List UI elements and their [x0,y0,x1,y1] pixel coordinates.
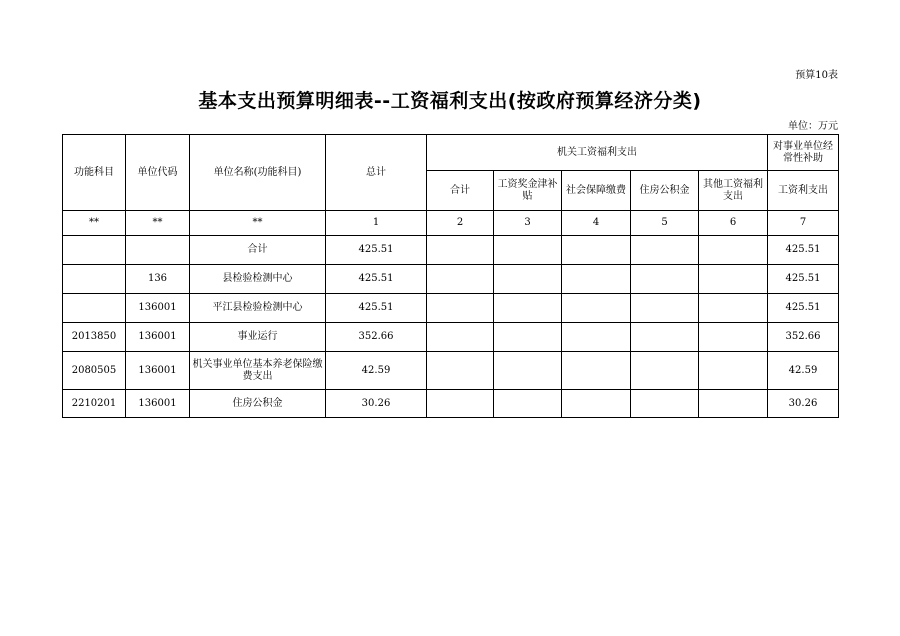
cell-wage-exp: 425.51 [768,265,839,294]
header-func-code: 功能科目 [63,135,126,211]
cell-heji [427,390,494,418]
cell-social [562,323,631,352]
cell-social [562,236,631,265]
cell-unit-name: 事业运行 [190,323,326,352]
cell-func-code: 2210201 [63,390,126,418]
cell-other [699,294,768,323]
table-row [63,265,839,294]
cell-wage-exp: 42.59 [768,352,839,390]
cell-housing [631,265,699,294]
cell-unit-name: 住房公积金 [190,390,326,418]
cell-other [699,390,768,418]
cell-social [562,265,631,294]
cell-other [699,352,768,390]
cell-total: 42.59 [326,352,427,390]
cell-housing [631,294,699,323]
cell-func-code: 2080505 [63,352,126,390]
header-heji: 合计 [427,171,494,211]
cell-heji [427,352,494,390]
index-cell: 3 [494,211,562,236]
header-group-jiguan: 机关工资福利支出 [427,135,768,171]
index-cell: 6 [699,211,768,236]
cell-housing [631,323,699,352]
cell-total: 425.51 [326,265,427,294]
table-number: 预算10表 [795,70,838,81]
cell-unit-name: 县检验检测中心 [190,265,326,294]
cell-other [699,323,768,352]
index-row [63,211,839,236]
header-social: 社会保障缴费 [562,171,631,211]
cell-heji [427,294,494,323]
cell-wage [494,294,562,323]
cell-social [562,390,631,418]
cell-wage [494,236,562,265]
table-row [63,323,839,352]
cell-housing [631,390,699,418]
index-cell: 4 [562,211,631,236]
cell-heji [427,236,494,265]
cell-unit-code: 136001 [126,323,190,352]
cell-wage-exp: 425.51 [768,236,839,265]
header-total: 总计 [326,135,427,211]
cell-wage [494,323,562,352]
cell-unit-name: 合计 [190,236,326,265]
cell-wage-exp: 425.51 [768,294,839,323]
table-row [63,236,839,265]
cell-housing [631,236,699,265]
cell-wage [494,390,562,418]
cell-housing [631,352,699,390]
index-cell: 7 [768,211,839,236]
header-housing: 住房公积金 [631,171,699,211]
index-cell: 5 [631,211,699,236]
cell-func-code [63,294,126,323]
header-group-shiye: 对事业单位经常性补助 [768,135,839,171]
index-cell: 2 [427,211,494,236]
index-cell: ** [190,211,326,236]
cell-heji [427,265,494,294]
cell-func-code [63,265,126,294]
header-wage-exp: 工资利支出 [768,171,839,211]
cell-wage [494,352,562,390]
header-other: 其他工资福利支出 [699,171,768,211]
header-unit-name: 单位名称(功能科目) [190,135,326,211]
header-unit-code: 单位代码 [126,135,190,211]
cell-social [562,294,631,323]
cell-other [699,265,768,294]
header-wage: 工资奖金津补贴 [494,171,562,211]
cell-wage-exp: 352.66 [768,323,839,352]
table-row [63,294,839,323]
table-row [63,390,839,418]
cell-wage-exp: 30.26 [768,390,839,418]
cell-total: 30.26 [326,390,427,418]
cell-func-code: 2013850 [63,323,126,352]
cell-unit-code [126,236,190,265]
cell-other [699,236,768,265]
table-row [63,352,839,390]
cell-unit-name: 平江县检验检测中心 [190,294,326,323]
cell-unit-code: 136001 [126,352,190,390]
cell-total: 425.51 [326,294,427,323]
cell-unit-name: 机关事业单位基本养老保险缴费支出 [190,352,326,390]
cell-func-code [63,236,126,265]
cell-heji [427,323,494,352]
index-cell: 1 [326,211,427,236]
cell-unit-code: 136001 [126,294,190,323]
cell-social [562,352,631,390]
cell-wage [494,265,562,294]
cell-unit-code: 136001 [126,390,190,418]
cell-unit-code: 136 [126,265,190,294]
budget-table [62,134,839,418]
index-cell: ** [63,211,126,236]
index-cell: ** [126,211,190,236]
cell-total: 425.51 [326,236,427,265]
page-title: 基本支出预算明细表--工资福利支出(按政府预算经济分类) [198,90,702,112]
cell-total: 352.66 [326,323,427,352]
unit-label: 单位：万元 [788,121,838,132]
